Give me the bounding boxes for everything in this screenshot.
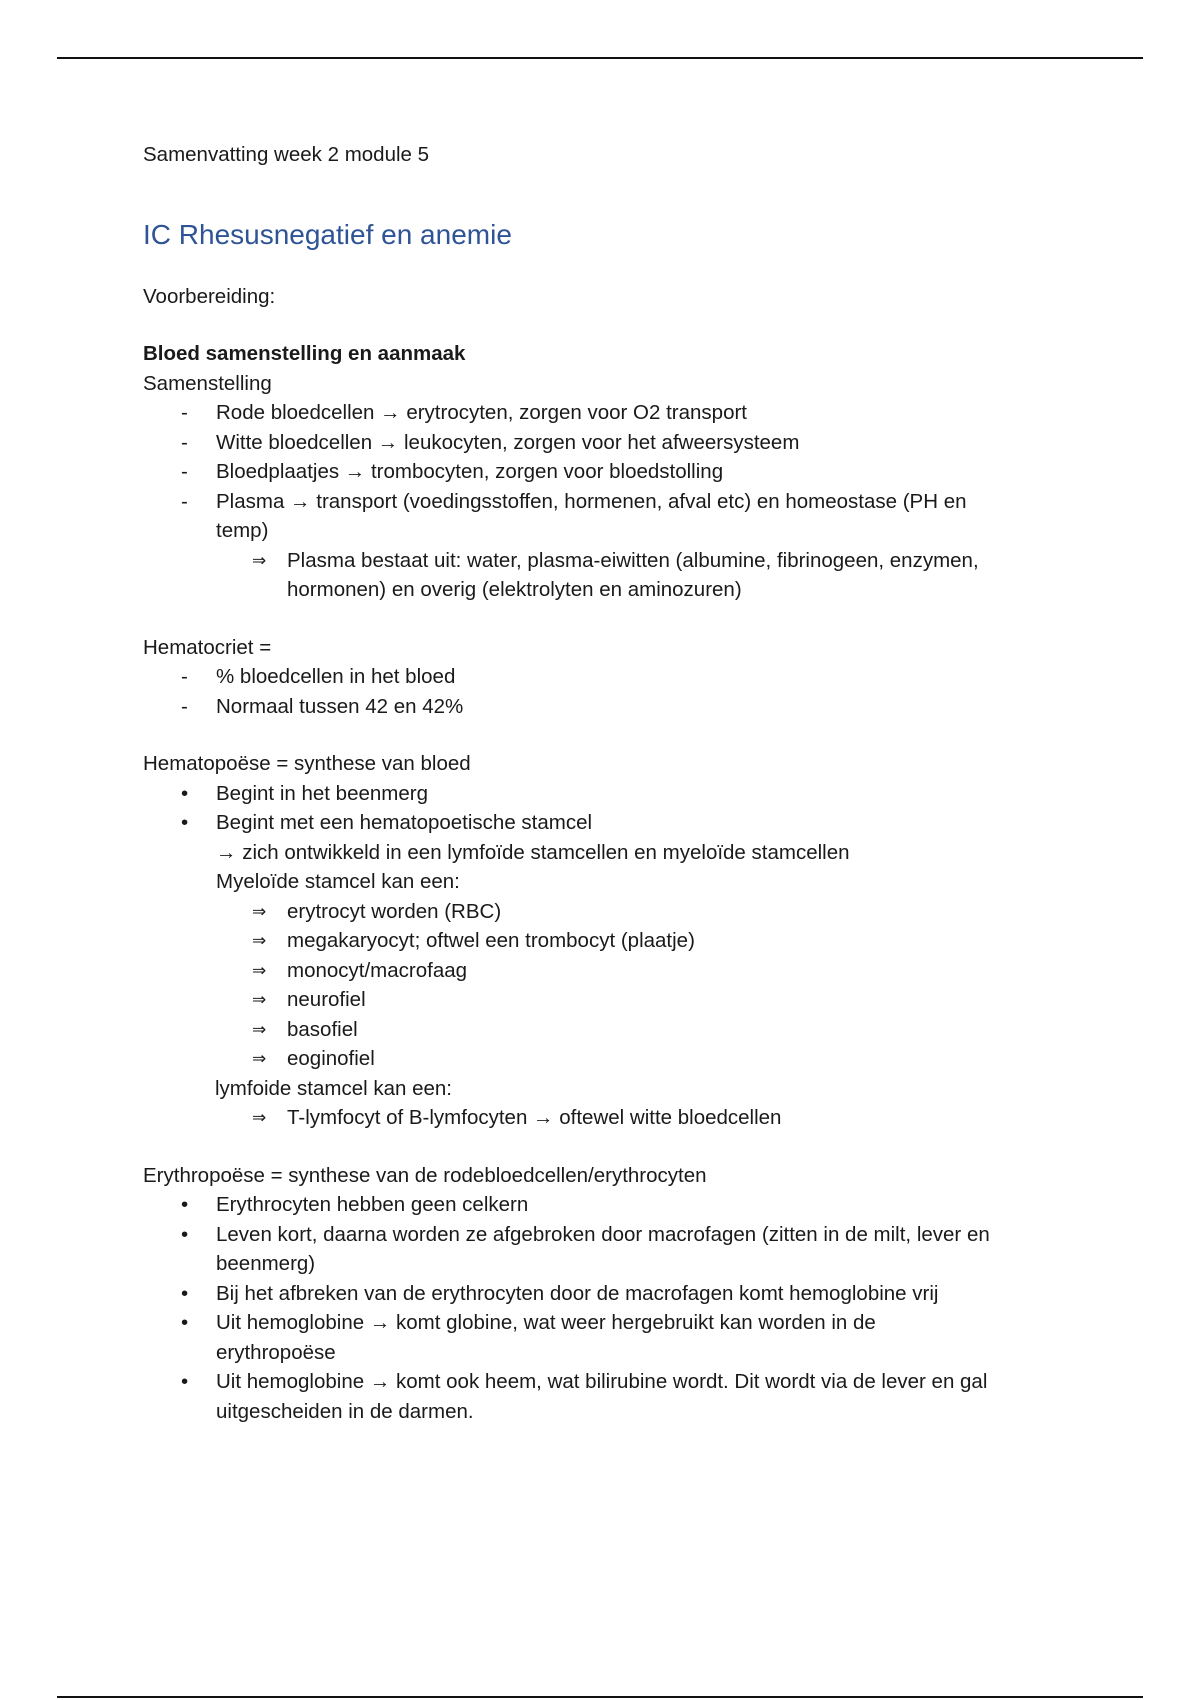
list-item: - Normaal tussen 42 en 42% [143,692,1073,722]
list-item: - % bloedcellen in het bloed [143,662,1073,692]
list-item: • Bij het afbreken van de erythrocyten door de macrofagen komt hemoglobine vrij [143,1279,1073,1309]
hematopoese-list [143,779,1073,838]
list-item: ⇒ neurofiel [143,985,1073,1015]
list-item: - Plasma → transport (voedingsstoffen, hormenen, afval etc) en homeostase (PH en temp) [143,487,1006,546]
list-item: ⇒ eoginofiel [143,1044,1073,1074]
list-item: ⇒ basofiel [143,1015,1073,1045]
lymfoid-label: lymfoide stamcel kan een: [215,1076,453,1100]
hematocriet-list [143,662,1073,721]
implies-arrow-icon: ⇒ [252,1019,267,1039]
list-item: • Uit hemoglobine → komt globine, wat weer hergebruikt kan worden in de erythropoëse [143,1308,996,1367]
plasma-sublist [143,546,1073,605]
bullet-marker: • [181,1193,189,1216]
dash-marker: - [181,694,188,718]
bullet-marker: • [181,1222,189,1246]
list-item: • Begint met een hematopoetische stamcel [143,808,1073,838]
implies-arrow-icon: ⇒ [252,960,267,980]
list-item: - Bloedplaatjes → trombocyten, zorgen voor bloedstolling [143,457,1073,487]
lymfoid-list [143,1103,1073,1133]
document-subtitle: Samenvatting week 2 module 5 [143,143,430,166]
bullet-marker: • [181,1370,189,1393]
list-item: • Uit hemoglobine → komt ook heem, wat bilirubine wordt. Dit wordt via de lever en gal uitgescheiden in de darmen. [143,1367,1046,1426]
subsection-samenstelling: Samenstelling [143,371,272,395]
implies-arrow-icon: ⇒ [252,990,267,1009]
myeloid-list [143,897,1073,1074]
list-item: ⇒ monocyt/macrofaag [143,956,1073,986]
hematopoese-title: Hematopoëse = synthese van bloed [143,752,471,775]
development-note: → zich ontwikkeld in een lymfoïde stamcellen en myeloïde stamcellen [216,840,850,864]
implies-arrow-icon: ⇒ [252,931,267,950]
section-heading: IC Rhesusnegatief en anemie [143,218,512,250]
list-item: ⇒ megakaryocyt; oftwel een trombocyt (plaatje) [143,926,1073,956]
dash-marker: - [181,489,188,513]
list-item: ⇒ T-lymfocyt of B-lymfocyten → oftewel witte bloedcellen [143,1103,1073,1133]
section-title-bloed: Bloed samenstelling en aanmaak [143,342,466,365]
implies-arrow-icon: ⇒ [252,1108,267,1127]
dash-marker: - [181,430,188,454]
dash-marker: - [181,401,188,424]
dash-marker: - [181,460,188,483]
implies-arrow-icon: ⇒ [252,550,267,570]
list-item: - Witte bloedcellen → leukocyten, zorgen voor het afweersysteem [143,428,1073,458]
erythropoese-list [143,1190,1073,1426]
hematocriet-title: Hematocriet = [143,635,272,659]
list-item: ⇒ Plasma bestaat uit: water, plasma-eiwitten (albumine, fibrinogeen, enzymen, hormonen) en overig (elektrolyten en aminozuren) [143,546,1047,605]
list-item: ⇒ erytrocyt worden (RBC) [143,897,1073,927]
header-rule [57,57,1143,59]
samenstelling-list [143,398,1073,546]
list-item: • Erythrocyten hebben geen celkern [143,1190,1073,1220]
list-item: - Rode bloedcellen → erytrocyten, zorgen voor O2 transport [143,398,1073,428]
bullet-marker: • [181,1281,189,1305]
implies-arrow-icon: ⇒ [252,901,267,921]
list-item: • Leven kort, daarna worden ze afgebroken door macrofagen (zitten in de milt, lever en beenmerg) [143,1220,1076,1279]
dash-marker: - [181,665,188,688]
implies-arrow-icon: ⇒ [252,1049,267,1068]
erythropoese-title: Erythropoëse = synthese van de rodebloedcellen/erythrocyten [143,1163,707,1187]
preparation-label: Voorbereiding: [143,284,276,308]
bullet-marker: • [181,1311,189,1334]
myeloid-label: Myeloïde stamcel kan een: [216,870,460,893]
bullet-marker: • [181,811,189,834]
footer-rule [57,1696,1143,1698]
bullet-marker: • [181,781,189,805]
document-page [143,140,1073,1426]
list-item: • Begint in het beenmerg [143,779,1073,809]
